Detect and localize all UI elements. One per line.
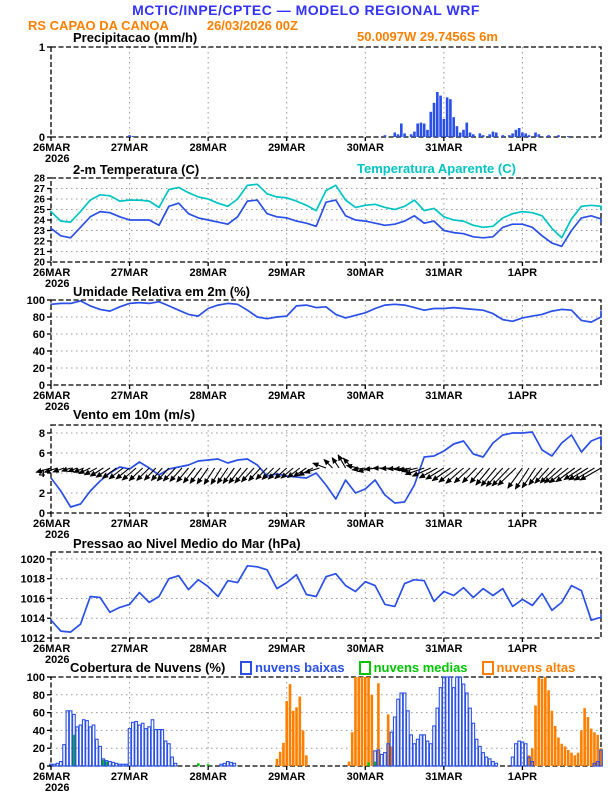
svg-text:27MAR: 27MAR — [110, 142, 149, 154]
svg-text:20: 20 — [32, 743, 45, 756]
svg-text:27MAR: 27MAR — [110, 518, 149, 530]
svg-text:20: 20 — [32, 362, 45, 375]
svg-text:0: 0 — [38, 379, 45, 392]
svg-text:30MAR: 30MAR — [346, 142, 384, 154]
page-title: MCTIC/INPE/CPTEC — MODELO REGIONAL WRF — [132, 2, 480, 18]
svg-text:29MAR: 29MAR — [268, 771, 306, 783]
svg-text:29MAR: 29MAR — [268, 643, 306, 655]
svg-text:1018: 1018 — [20, 573, 45, 586]
svg-text:28MAR: 28MAR — [189, 518, 227, 530]
svg-text:1APR: 1APR — [507, 771, 538, 783]
svg-text:80: 80 — [32, 311, 45, 324]
svg-text:30MAR: 30MAR — [346, 518, 384, 530]
svg-text:1APR: 1APR — [507, 142, 538, 154]
svg-text:31MAR: 31MAR — [425, 771, 463, 783]
svg-text:4: 4 — [38, 467, 45, 480]
svg-text:26: 26 — [33, 194, 45, 206]
svg-text:22: 22 — [33, 236, 45, 248]
run-datetime: 26/03/2026 00Z — [206, 18, 298, 33]
svg-text:20: 20 — [33, 257, 45, 269]
svg-text:27MAR: 27MAR — [110, 267, 149, 279]
svg-text:28MAR: 28MAR — [189, 390, 227, 402]
svg-text:1APR: 1APR — [507, 267, 538, 279]
svg-text:28MAR: 28MAR — [189, 267, 227, 279]
svg-text:60: 60 — [32, 328, 45, 341]
svg-text:2026: 2026 — [45, 401, 70, 413]
svg-text:30MAR: 30MAR — [346, 267, 384, 279]
svg-text:1: 1 — [38, 41, 45, 54]
svg-text:1APR: 1APR — [507, 518, 538, 530]
station-name: RS CAPAO DA CANOA — [28, 18, 169, 33]
apparent-temperature-legend-label: Temperatura Aparente (C) — [357, 161, 516, 176]
svg-text:28: 28 — [33, 173, 45, 185]
svg-text:30MAR: 30MAR — [346, 390, 384, 402]
svg-text:2026: 2026 — [45, 153, 70, 165]
svg-text:40: 40 — [32, 725, 45, 738]
svg-text:29MAR: 29MAR — [268, 142, 306, 154]
svg-text:27MAR: 27MAR — [110, 643, 149, 655]
svg-text:0: 0 — [38, 760, 45, 773]
panel-temp — [33, 174, 601, 290]
svg-text:2026: 2026 — [45, 529, 70, 541]
svg-text:26MAR: 26MAR — [33, 267, 71, 279]
svg-text:23: 23 — [33, 226, 45, 238]
svg-text:1APR: 1APR — [507, 390, 538, 402]
panel-press — [21, 552, 601, 666]
svg-text:27MAR: 27MAR — [110, 390, 149, 402]
panel-hum — [27, 295, 601, 413]
svg-text:29MAR: 29MAR — [268, 267, 306, 279]
svg-text:8: 8 — [38, 427, 45, 440]
svg-text:31MAR: 31MAR — [425, 142, 463, 154]
svg-text:60: 60 — [32, 707, 45, 720]
svg-text:27: 27 — [33, 184, 45, 196]
panel-title-temperature: 2-m Temperatura (C) — [73, 162, 200, 177]
svg-text:28MAR: 28MAR — [189, 142, 227, 154]
svg-text:6: 6 — [38, 447, 45, 460]
svg-text:1014: 1014 — [20, 613, 45, 626]
svg-text:2026: 2026 — [45, 654, 70, 666]
svg-text:80: 80 — [32, 689, 45, 702]
panel-title-cloud-cover: Cobertura de Nuvens (%) — [70, 660, 226, 675]
svg-text:29MAR: 29MAR — [268, 518, 306, 530]
svg-text:28MAR: 28MAR — [189, 771, 227, 783]
svg-text:26MAR: 26MAR — [33, 390, 71, 402]
svg-text:1012: 1012 — [20, 632, 45, 645]
svg-text:29MAR: 29MAR — [268, 390, 306, 402]
svg-text:25: 25 — [33, 205, 45, 217]
svg-text:2026: 2026 — [45, 782, 70, 792]
svg-text:21: 21 — [33, 247, 45, 259]
panel-title-pressure: Pressao ao Nivel Medio do Mar (hPa) — [73, 536, 301, 551]
svg-text:0: 0 — [38, 507, 45, 520]
svg-text:26MAR: 26MAR — [33, 643, 71, 655]
legend-label: nuvens altas — [496, 660, 576, 675]
svg-text:31MAR: 31MAR — [425, 390, 463, 402]
panel-wind — [33, 425, 601, 541]
svg-text:30MAR: 30MAR — [346, 771, 384, 783]
svg-text:1APR: 1APR — [507, 643, 538, 655]
svg-text:100: 100 — [26, 671, 45, 684]
svg-text:2026: 2026 — [45, 278, 70, 290]
panel-title-humidity: Umidade Relativa em 2m (%) — [73, 284, 251, 299]
svg-text:26MAR: 26MAR — [33, 518, 71, 530]
panel-title-wind: Vento em 10m (m/s) — [73, 407, 196, 422]
svg-text:31MAR: 31MAR — [425, 643, 463, 655]
svg-text:40: 40 — [32, 345, 45, 358]
svg-text:2: 2 — [38, 487, 45, 500]
legend-label: nuvens medias — [373, 660, 468, 675]
svg-text:1016: 1016 — [20, 593, 45, 606]
svg-text:26MAR: 26MAR — [33, 771, 71, 783]
svg-text:24: 24 — [33, 215, 45, 227]
legend-label: nuvens baixas — [255, 660, 345, 675]
panel-cloud — [27, 672, 603, 792]
panel-title-precipitation: Precipitacao (mm/h) — [73, 30, 198, 45]
svg-text:0: 0 — [38, 131, 45, 144]
svg-text:27MAR: 27MAR — [110, 771, 149, 783]
panel-precip — [33, 42, 601, 165]
svg-text:26MAR: 26MAR — [33, 142, 71, 154]
svg-text:1020: 1020 — [20, 553, 45, 566]
svg-text:31MAR: 31MAR — [425, 267, 463, 279]
svg-text:28MAR: 28MAR — [189, 643, 227, 655]
svg-text:30MAR: 30MAR — [346, 643, 384, 655]
svg-text:31MAR: 31MAR — [425, 518, 463, 530]
svg-text:100: 100 — [26, 294, 45, 307]
station-coordinates-label: 50.0097W 29.7456S 6m — [357, 29, 498, 44]
